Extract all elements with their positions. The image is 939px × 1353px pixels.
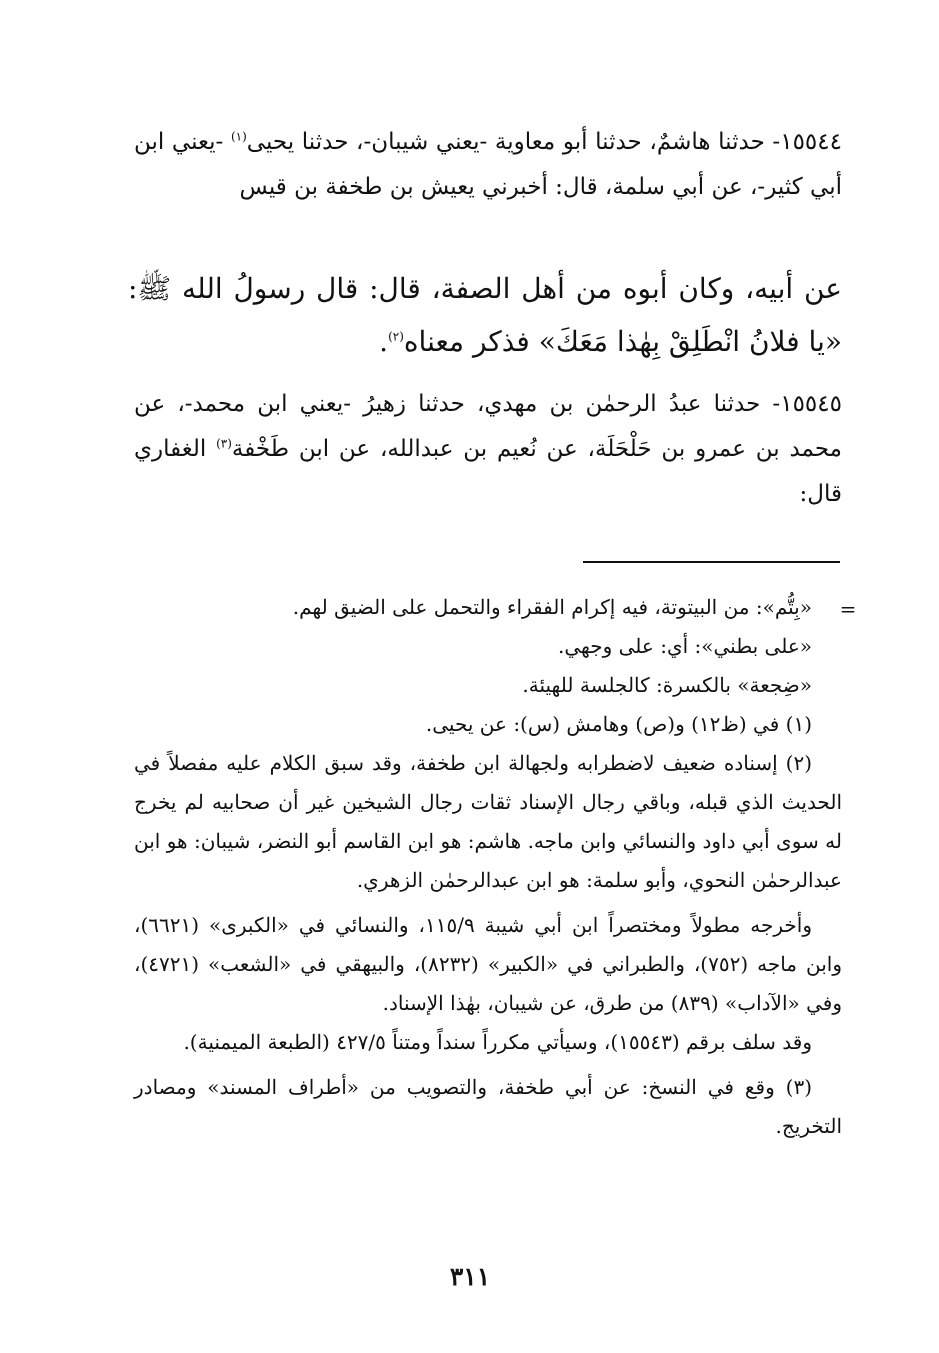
footnotes (134, 588, 842, 1146)
hadith-15544-matn-end: . (379, 325, 389, 358)
note-continuation-1: «بِتُّم»: من البيتوتة، فيه إكرام الفقراء والتحمل على الضيق لهم. (292, 595, 812, 619)
footnote-ref-3: (٣) (216, 436, 232, 451)
hadith-15544-chain-text: ١٥٥٤٤- حدثنا هاشمٌ، حدثنا أبو معاوية -يعني شيبان-، حدثنا يحيى (246, 129, 842, 155)
hadith-15544-matn (128, 262, 842, 368)
hadith-15545-chain-text: ١٥٥٤٥- حدثنا عبدُ الرحمٰن بن مهدي، حدثنا زهيرُ -يعني ابن محمد-، عن محمد بن عمرو بن حَلْحَلَة، عن نُعيم بن عبدالله، عن ابن طَخْفة (134, 391, 843, 462)
footnote-3: (٣) وقع في النسخ: عن أبي طخفة، والتصويب من «أطراف المسند» ومصادر التخريج. (134, 1075, 842, 1138)
hadith-15545-chain (134, 382, 842, 517)
footnote-ref-1: (١) (230, 129, 247, 144)
footnote-ref-2: (٢) (388, 329, 404, 344)
hadith-15544-matn-text: عن أبيه، وكان أبوه من أهل الصفة، قال: قال رسولُ الله ﷺ: «يا فلانُ انْطَلِقْ بِهٰذا مَعَكَ» فذكر معناه (128, 272, 843, 358)
footnote-2-cross-ref: وقد سلف برقم (١٥٥٤٣)، وسيأتي مكرراً سنداً ومتناً ٤٢٧/٥ (الطبعة الميمنية). (183, 1030, 812, 1054)
note-continuation-3: «ضِجعة» بالكسرة: كالجلسة للهيئة. (522, 673, 812, 697)
footnote-2-takhrij: وأخرجه مطولاً ومختصراً ابن أبي شيبة ١١٥/٩، والنسائي في «الكبرى» (٦٦٢١)، وابن ماجه (٧٥٢)، والطبراني في «الكبير» (٨٢٣٢)، والبيهقي في «الشعب» (٤٧٢١)، وفي «الآداب» (٨٣٩) من طرق، عن شيبان، بهٰذا الإسناد. (134, 913, 843, 1015)
page-number: ٣١١ (449, 1262, 491, 1291)
note-continuation-2: «على بطني»: أي: على وجهي. (558, 634, 812, 658)
hadith-15544-chain-cont: -يعني ابن أبي كثير-، عن أبي سلمة، قال: أخبرني يعيش بن طخفة بن قيس (134, 129, 842, 200)
footnote-1: (١) في (ظ١٢) و(ص) وهامش (س): عن يحيى. (425, 712, 812, 736)
footnote-separator (583, 561, 840, 563)
footnote-2: (٢) إسناده ضعيف لاضطرابه ولجهالة ابن طخفة، وقد سبق الكلام عليه مفصلاً في الحديث الذي قبله، وباقي رجال الإسناد ثقات رجال الشيخين غير أن صحابيه لم يخرج له سوى أبي داود والنسائي وابن ماجه. هاشم: هو ابن القاسم أبو النضر، شيبان: هو ابن عبدالرحمٰن النحوي، وأبو سلمة: هو ابن عبدالرحمٰن الزهري. (134, 751, 842, 892)
hadith-15544-chain (134, 120, 842, 210)
continuation-mark: = (839, 597, 857, 621)
hadith-15545-chain-end: الغفاري قال: (134, 436, 842, 507)
